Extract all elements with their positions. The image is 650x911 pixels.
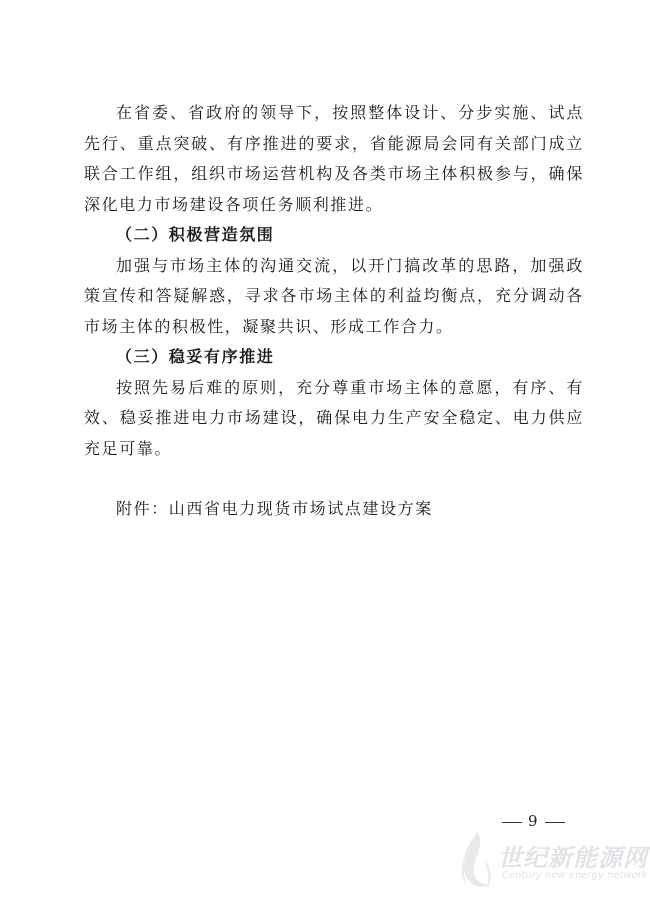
paragraph-2: 加强与市场主体的沟通交流，以开门搞改革的思路，加强政策宣传和答疑解惑，寻求各市场主体的利益均衡点，充分调动各市场主体的积极性，凝聚共识、形成工作合力。 xyxy=(84,255,584,336)
page-number-value: 9 xyxy=(528,812,539,830)
attachment-line: 附件：山西省电力现货市场试点建设方案 xyxy=(116,499,433,518)
document-body xyxy=(84,98,584,525)
paragraph-1: 在省委、省政府的领导下，按照整体设计、分步实施、试点先行、重点突破、有序推进的要求，省能源局会同有关部门成立联合工作组，组织市场运营机构及各类市场主体积极参与，确保深化电力市场建设各项任务顺利推进。 xyxy=(84,103,584,214)
section-heading-3: （三）稳妥有序推进 xyxy=(116,347,275,366)
watermark-text: 世纪新能源网 xyxy=(498,844,648,872)
flame-logo-icon xyxy=(452,830,498,896)
watermark xyxy=(452,830,648,900)
watermark-subtext: Century new energy network xyxy=(502,870,648,881)
page-number xyxy=(496,812,571,830)
section-heading-2: （二）积极营造氛围 xyxy=(116,225,275,244)
paragraph-3: 按照先易后难的原则，充分尊重市场主体的意愿，有序、有效、稳妥推进电力市场建设，确保电力生产安全稳定、电力供应充足可靠。 xyxy=(84,377,584,458)
page-number-dash-right xyxy=(545,822,565,823)
page-number-dash-left xyxy=(502,822,522,823)
